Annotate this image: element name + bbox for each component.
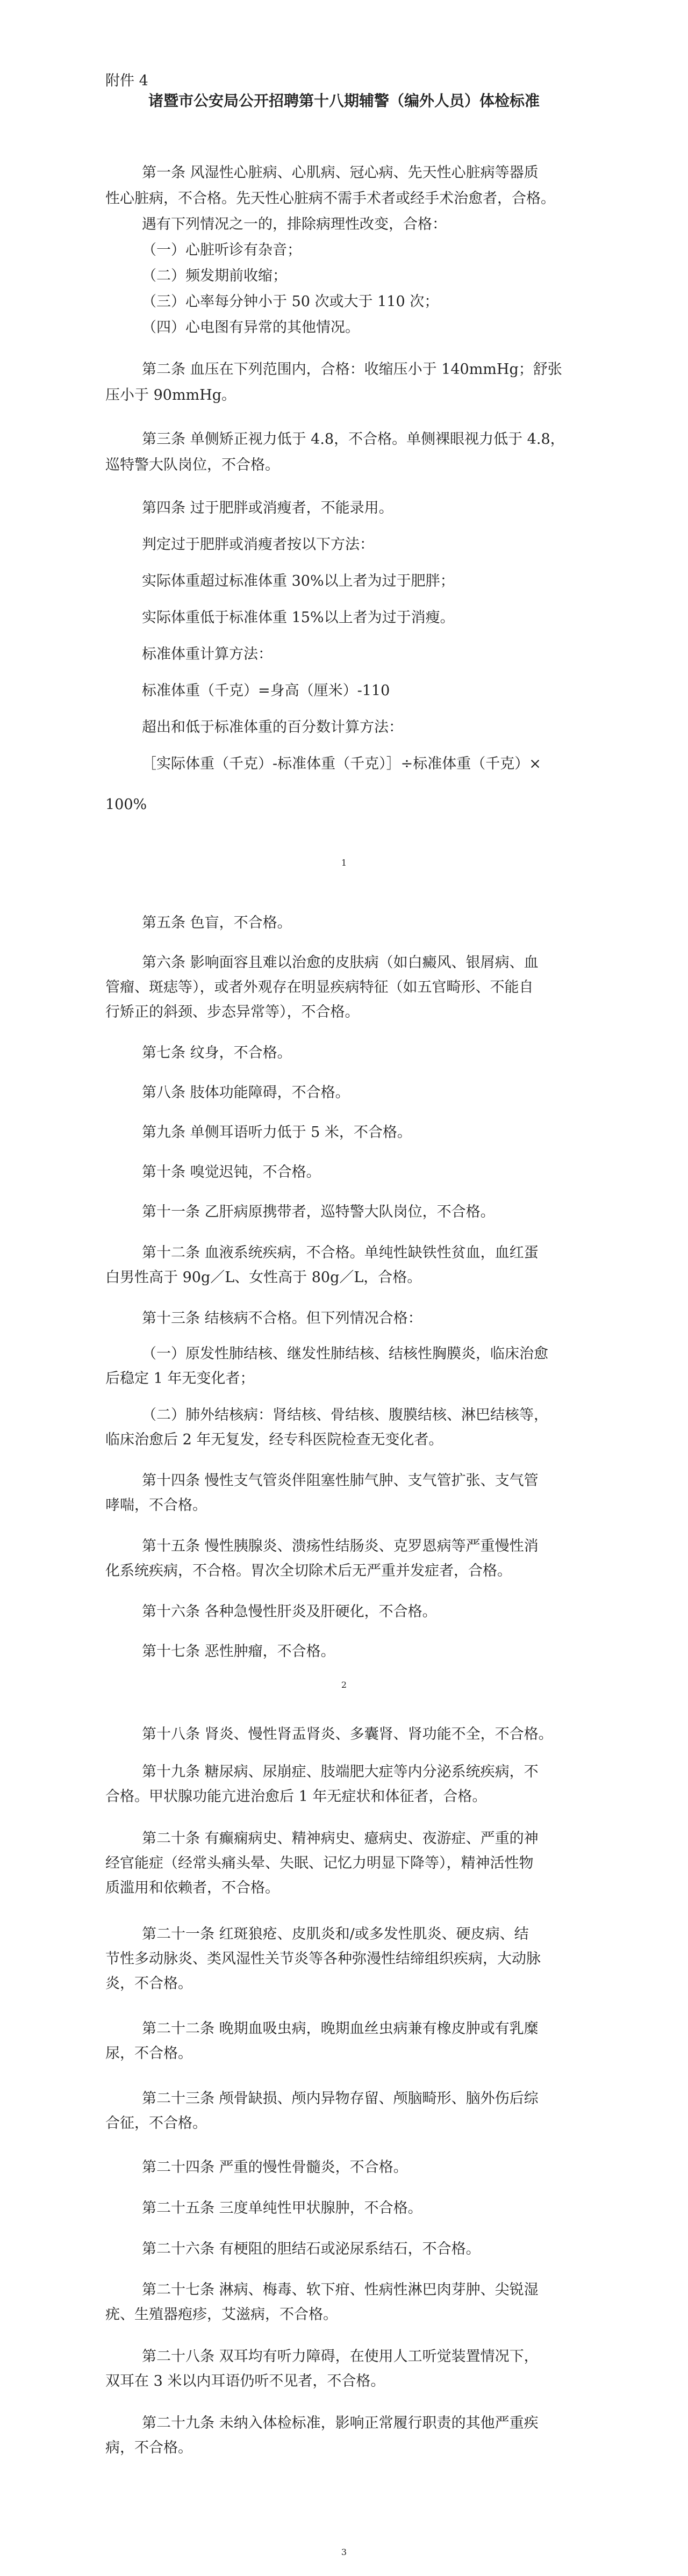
p2-line: 后稳定 1 年无变化者； [105, 1370, 255, 1387]
p3-line: 第二十二条 晚期血吸虫病，晚期血丝虫病兼有橡皮肿或有乳糜 [142, 2020, 539, 2037]
p1-line: 第一条 风湿性心脏病、心肌病、冠心病、先天性心脏病等器质 [142, 164, 539, 181]
p1-line: （三）心率每分钟小于 50 次或大于 110 次； [142, 293, 439, 310]
p2-line: 第十七条 恶性肿瘤，不合格。 [142, 1643, 335, 1660]
p2-line: 第十条 嗅觉迟钝，不合格。 [142, 1164, 321, 1181]
p1-line: 第三条 单侧矫正视力低于 4.8，不合格。单侧裸眼视力低于 4.8， [142, 431, 565, 448]
page-1 [0, 0, 688, 892]
p2-line: 行矫正的斜颈、步态异常等），不合格。 [105, 1004, 360, 1020]
attachment-label: 附件 4 [105, 73, 148, 89]
page-3 [0, 1693, 688, 2576]
p3-line: 第二十条 有癫痫病史、精神病史、癔病史、夜游症、严重的神 [142, 1830, 539, 1847]
p1-line: 实际体重超过标准体重 30%以上者为过于肥胖； [142, 573, 455, 589]
page-number: 1 [341, 858, 347, 868]
p2-line: 哮喘，不合格。 [105, 1497, 207, 1514]
p1-line: 遇有下列情况之一的，排除病理性改变，合格： [142, 216, 447, 233]
p2-line: 化系统疾病，不合格。胃次全切除术后无严重并发症者，合格。 [105, 1563, 512, 1579]
p3-line: 炎，不合格。 [105, 1975, 192, 1992]
p3-line: 双耳在 3 米以内耳语仍听不见者，不合格。 [105, 2373, 385, 2390]
p3-line: 第二十五条 三度单纯性甲状腺肿，不合格。 [142, 2200, 422, 2217]
p2-line: 第八条 肢体功能障碍，不合格。 [142, 1084, 350, 1101]
p3-line: 病，不合格。 [105, 2440, 192, 2456]
p1-line: （二）频发期前收缩； [142, 268, 287, 284]
p3-line: 疣、生殖器疱疹，艾滋病，不合格。 [105, 2306, 338, 2323]
p3-line: 第二十八条 双耳均有听力障碍，在使用人工听觉装置情况下， [142, 2348, 539, 2365]
p1-line: 第二条 血压在下列范围内，合格：收缩压小于 140mmHg；舒张 [142, 361, 562, 378]
p2-line: 第十三条 结核病不合格。但下列情况合格： [142, 1310, 422, 1327]
p2-line: 第十五条 慢性胰腺炎、溃疡性结肠炎、克罗恩病等严重慢性消 [142, 1538, 539, 1555]
p1-line: 标准体重（千克）=身高（厘米）-110 [142, 682, 390, 699]
p1-line: （四）心电图有异常的其他情况。 [142, 319, 360, 336]
p2-line: 管瘤、斑痣等），或者外观存在明显疾病特征（如五官畸形、不能自 [105, 979, 534, 996]
p3-line: 第十八条 肾炎、慢性肾盂肾炎、多囊肾、肾功能不全，不合格。 [142, 1726, 553, 1743]
p3-line: 节性多动脉炎、类风湿性关节炎等各种弥漫性结缔组织疾病，大动脉 [105, 1951, 541, 1967]
p3-line: 第二十七条 淋病、梅毒、软下疳、性病性淋巴肉芽肿、尖锐湿 [142, 2282, 539, 2298]
p3-line: 合征，不合格。 [105, 2115, 207, 2132]
p1-line: 标准体重计算方法： [142, 646, 273, 663]
p3-line: 合格。甲状腺功能亢进治愈后 1 年无症状和体征者，合格。 [105, 1788, 487, 1805]
p2-line: 第十一条 乙肝病原携带者，巡特警大队岗位，不合格。 [142, 1204, 495, 1220]
p2-line: （二）肺外结核病：肾结核、骨结核、腹膜结核、淋巴结核等， [142, 1407, 548, 1423]
p3-line: 质滥用和依赖者，不合格。 [105, 1880, 280, 1896]
p3-line: 第二十六条 有梗阻的胆结石或泌尿系结石，不合格。 [142, 2241, 481, 2257]
p1-line: ［实际体重（千克）-标准体重（千克）］÷标准体重（千克）× [142, 755, 541, 772]
p2-line: 第五条 色盲，不合格。 [142, 915, 292, 931]
p2-line: 临床治愈后 2 年无复发，经专科医院检查无变化者。 [105, 1431, 443, 1448]
page-number: 3 [341, 2547, 347, 2557]
p2-line: 第十四条 慢性支气管炎伴阻塞性肺气肿、支气管扩张、支气管 [142, 1472, 539, 1489]
document-title: 诸暨市公安局公开招聘第十八期辅警（编外人员）体检标准 [148, 92, 540, 110]
p2-line: 第六条 影响面容且难以治愈的皮肤病（如白癜风、银屑病、血 [142, 954, 539, 971]
p2-line: 第十二条 血液系统疾病，不合格。单纯性缺铁性贫血，血红蛋 [142, 1244, 539, 1261]
p1-line: （一）心脏听诊有杂音； [142, 242, 302, 258]
p2-line: 第九条 单侧耳语听力低于 5 米，不合格。 [142, 1124, 412, 1141]
p3-line: 经官能症（经常头痛头晕、失眠、记忆力明显下降等），精神活性物 [105, 1855, 534, 1872]
p1-line: 第四条 过于肥胖或消瘦者，不能录用。 [142, 500, 393, 516]
p1-line: 超出和低于标准体重的百分数计算方法： [142, 719, 403, 736]
p1-line: 实际体重低于标准体重 15%以上者为过于消瘦。 [142, 609, 455, 626]
p3-line: 第二十一条 红斑狼疮、皮肌炎和/或多发性肌炎、硬皮病、结 [142, 1926, 529, 1942]
page-number: 2 [341, 1680, 347, 1690]
p1-line: 压小于 90mmHg。 [105, 387, 236, 404]
p1-line: 100% [105, 796, 147, 813]
p3-line: 尿，不合格。 [105, 2045, 192, 2062]
p3-line: 第二十三条 颅骨缺损、颅内异物存留、颅脑畸形、脑外伤后综 [142, 2090, 539, 2107]
p2-line: （一）原发性肺结核、继发性肺结核、结核性胸膜炎，临床治愈 [142, 1345, 548, 1362]
p2-line: 第七条 纹身，不合格。 [142, 1045, 292, 1061]
p2-line: 第十六条 各种急慢性肝炎及肝硬化，不合格。 [142, 1603, 437, 1620]
p1-line: 判定过于肥胖或消瘦者按以下方法： [142, 536, 374, 553]
p1-line: 性心脏病，不合格。先天性心脏病不需手术者或经手术治愈者，合格。 [105, 190, 555, 207]
p3-line: 第二十九条 未纳入体检标准，影响正常履行职责的其他严重疾 [142, 2415, 539, 2431]
p2-line: 白男性高于 90g／L、女性高于 80g／L，合格。 [105, 1269, 422, 1286]
p3-line: 第十九条 糖尿病、尿崩症、肢端肥大症等内分泌系统疾病，不 [142, 1764, 539, 1780]
p1-line: 巡特警大队岗位，不合格。 [105, 457, 280, 473]
p3-line: 第二十四条 严重的慢性骨髓炎，不合格。 [142, 2159, 408, 2176]
page-2 [0, 892, 688, 1693]
